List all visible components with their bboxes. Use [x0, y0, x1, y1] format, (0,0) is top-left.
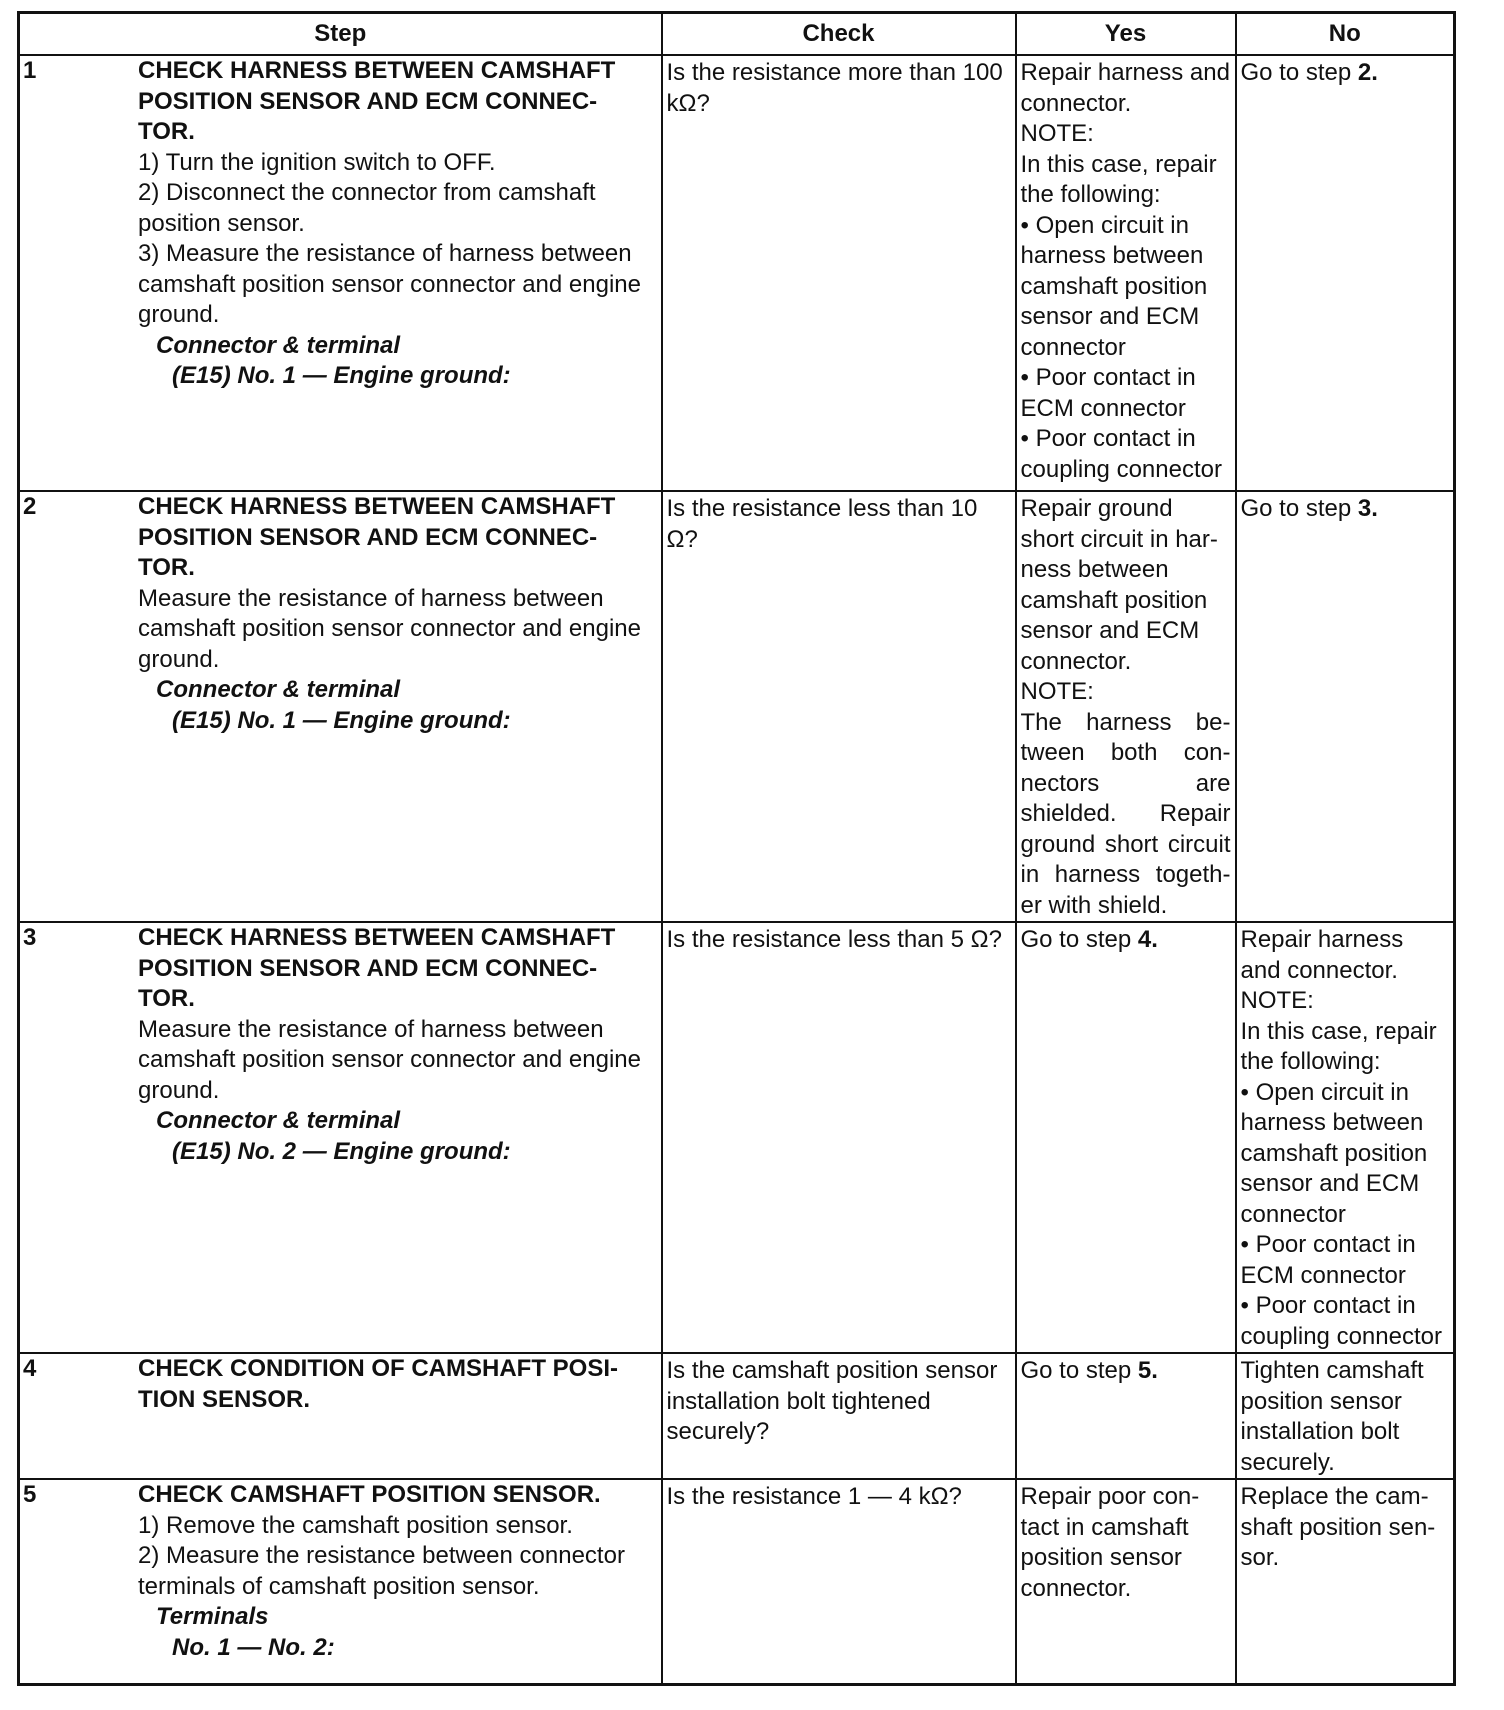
- header-row: [19, 13, 1455, 56]
- note-bullet: • Poor contact in coupling connector: [1021, 424, 1231, 485]
- goto-prefix: Go to step: [1240, 59, 1358, 86]
- goto-step: 5.: [1137, 1357, 1158, 1384]
- step-cell: [19, 55, 662, 491]
- note-bullet: • Poor contact in ECM connector: [1241, 1230, 1450, 1291]
- header-yes: Yes: [1016, 13, 1236, 56]
- no-action: [1241, 494, 1450, 525]
- instruction-line: 2) Disconnect the connector from camshaft position sensor.: [138, 179, 596, 237]
- step-number: 1: [23, 57, 37, 84]
- diagnostic-table: [17, 11, 1456, 1686]
- no-action: Tighten camshaft position sensor installation bolt securely.: [1240, 1357, 1424, 1476]
- step-cell: [19, 922, 662, 1353]
- yes-action: Repair poor con- tact in camshaft position sensor connector.: [1020, 1483, 1200, 1602]
- note-text: The harness be- tween both con- nectors are shielded. Repair ground short circuit in harness togeth- er with shield.: [1020, 708, 1231, 919]
- yes-cell: [1016, 491, 1236, 922]
- yes-action: Repair harness and connector.: [1020, 59, 1230, 117]
- step-title: CHECK CONDITION OF CAMSHAFT POSI- TION SENSOR.: [138, 1355, 618, 1413]
- no-cell: [1236, 922, 1455, 1353]
- note-bullet: • Poor contact in ECM connector: [1021, 363, 1231, 424]
- goto-prefix: Go to step: [1020, 1357, 1138, 1384]
- check-cell: [662, 1479, 1016, 1685]
- no-action: Replace the cam- shaft position sen- sor.: [1240, 1483, 1436, 1571]
- header-step: Step: [19, 13, 662, 56]
- spec-label: Connector & terminal: [156, 1107, 401, 1134]
- spec-label: Connector & terminal: [156, 676, 401, 703]
- no-cell: [1236, 491, 1455, 922]
- no-cell: [1236, 1479, 1455, 1685]
- table-row: [19, 55, 1455, 491]
- goto-step: 2.: [1357, 59, 1378, 86]
- step-title: CHECK HARNESS BETWEEN CAMSHAFT POSITION SENSOR AND ECM CONNEC- TOR.: [138, 57, 616, 145]
- instruction-line: 1) Remove the camshaft position sensor.: [138, 1511, 573, 1539]
- check-question: Is the resistance more than 100 kΩ?: [666, 59, 1003, 117]
- note-bullet: • Open circuit in harness between camshaft position sensor and ECM connector: [1241, 1078, 1450, 1231]
- header-check: Check: [662, 13, 1016, 56]
- goto-step: 4.: [1137, 926, 1158, 953]
- step-number: 4: [23, 1355, 37, 1382]
- no-cell: [1236, 1353, 1455, 1479]
- check-cell: [662, 491, 1016, 922]
- step-number: 3: [23, 924, 37, 951]
- note-heading: NOTE:: [1020, 678, 1094, 705]
- note-heading: NOTE:: [1240, 987, 1314, 1014]
- yes-action: [1021, 1356, 1231, 1387]
- instruction-line: Measure the resistance of harness between camshaft position sensor connector and engine ground.: [138, 584, 641, 673]
- table-row: [19, 1479, 1455, 1685]
- goto-prefix: Go to step: [1240, 495, 1358, 522]
- instruction-line: 3) Measure the resistance of harness between camshaft position sensor connector and engine ground.: [138, 240, 641, 328]
- spec-value: (E15) No. 1 — Engine ground:: [172, 706, 511, 734]
- step-cell: [19, 1353, 662, 1479]
- step-title: CHECK HARNESS BETWEEN CAMSHAFT POSITION SENSOR AND ECM CONNEC- TOR.: [138, 493, 616, 581]
- check-cell: [662, 922, 1016, 1353]
- step-title: CHECK CAMSHAFT POSITION SENSOR.: [138, 1481, 601, 1508]
- spec-label: Terminals: [156, 1603, 269, 1630]
- instruction-line: 2) Measure the resistance between connector terminals of camshaft position sensor.: [138, 1542, 625, 1600]
- check-cell: [662, 55, 1016, 491]
- step-title: CHECK HARNESS BETWEEN CAMSHAFT POSITION SENSOR AND ECM CONNEC- TOR.: [138, 924, 616, 1012]
- step-number: 2: [23, 493, 37, 520]
- note-heading: NOTE:: [1020, 120, 1094, 147]
- spec-value: (E15) No. 2 — Engine ground:: [172, 1137, 511, 1165]
- goto-prefix: Go to step: [1020, 926, 1138, 953]
- spec-value: No. 1 — No. 2:: [172, 1633, 335, 1661]
- check-question: Is the resistance less than 10 Ω?: [666, 495, 978, 553]
- yes-cell: [1016, 1479, 1236, 1685]
- table-row: [19, 1353, 1455, 1479]
- step-number: 5: [23, 1481, 37, 1508]
- header-no: No: [1236, 13, 1455, 56]
- note-bullet: • Poor contact in coupling connector: [1241, 1291, 1450, 1352]
- yes-cell: [1016, 922, 1236, 1353]
- yes-cell: [1016, 1353, 1236, 1479]
- spec-label: Connector & terminal: [156, 331, 401, 359]
- check-question: Is the resistance 1 — 4 kΩ?: [666, 1483, 962, 1510]
- instruction-line: Measure the resistance of harness between camshaft position sensor connector and engine ground.: [138, 1015, 641, 1104]
- step-cell: [19, 491, 662, 922]
- goto-step: 3.: [1357, 495, 1378, 522]
- table-row: [19, 491, 1455, 922]
- check-question: Is the camshaft position sensor installation bolt tightened securely?: [666, 1357, 998, 1445]
- note-text: In this case, repair the following:: [1020, 150, 1217, 208]
- table-row: [19, 922, 1455, 1353]
- no-cell: [1236, 55, 1455, 491]
- check-question: Is the resistance less than 5 Ω?: [666, 926, 1002, 953]
- no-action: Repair harness and connector.: [1240, 926, 1404, 984]
- step-cell: [19, 1479, 662, 1685]
- instruction-line: 1) Turn the ignition switch to OFF.: [138, 148, 496, 176]
- check-cell: [662, 1353, 1016, 1479]
- yes-action: [1021, 925, 1231, 956]
- spec-value: (E15) No. 1 — Engine ground:: [172, 362, 511, 389]
- no-action: [1241, 58, 1450, 89]
- yes-cell: [1016, 55, 1236, 491]
- note-bullet: • Open circuit in harness between camshaft position sensor and ECM connector: [1021, 211, 1231, 364]
- yes-action: Repair ground short circuit in har- ness between camshaft position sensor and ECM connector.: [1020, 495, 1218, 675]
- note-text: In this case, repair the following:: [1240, 1017, 1437, 1075]
